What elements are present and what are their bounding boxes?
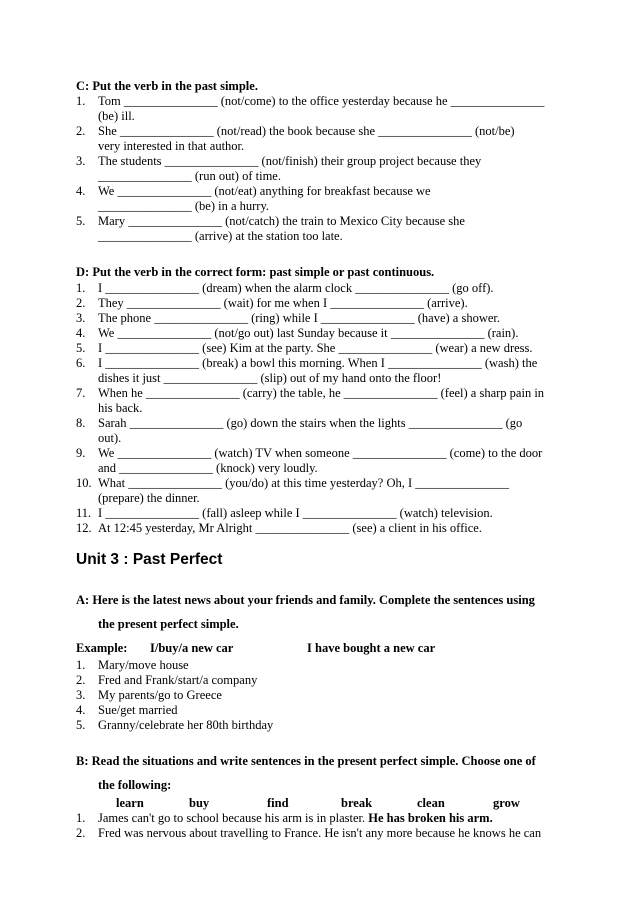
item-number: 6. [76,356,86,370]
item-line-2: dishes it just _______________ (slip) out of my hand onto the floor! [98,371,442,385]
item-number: 9. [76,446,86,460]
word-choice: break [341,796,373,810]
item-line-1: I _______________ (break) a bowl this morning. When I _______________ (wash) the [98,356,538,370]
item-line-1: She _______________ (not/read) the book because she _______________ (not/be) [98,124,515,138]
item-number: 3. [76,154,86,168]
item-line-1: The students _______________ (not/finish) their group project because they [98,154,482,168]
item-line-2: and _______________ (knock) very loudly. [98,461,318,475]
word-choice: buy [189,796,210,810]
item-line-1: Tom _______________ (not/come) to the office yesterday because he _______________ [98,94,545,108]
example-prompt: I/buy/a new car [150,641,234,655]
item-line-1: What _______________ (you/do) at this time yesterday? Oh, I _______________ [98,476,510,490]
item-number: 7. [76,386,86,400]
item-number: 3. [76,688,86,702]
word-choice: grow [493,796,520,810]
item-line-2: his back. [98,401,143,415]
section-b-heading-cont: the following: [98,778,172,792]
item-situation: James can't go to school because his arm is in plaster. [98,811,369,825]
item-line-1: Sarah _______________ (go) down the stairs when the lights _______________ (go [98,416,523,430]
section-a-heading: A: Here is the latest news about your friends and family. Complete the sentences using [76,593,535,607]
item-line-2: _______________ (run out) of time. [98,169,281,183]
item-text: Fred was nervous about travelling to France. He isn't any more because he knows he can [98,826,542,840]
item-number: 1. [76,811,86,825]
word-choice: learn [116,796,144,810]
item-number: 2. [76,124,86,138]
section-d-heading: D: Put the verb in the correct form: past simple or past continuous. [76,265,435,279]
item-line-1: They _______________ (wait) for me when I _______________ (arrive). [98,296,468,310]
item-line-1: I _______________ (see) Kim at the party. She _______________ (wear) a new dress. [98,341,533,355]
item-number: 4. [76,184,86,198]
item-line-1: At 12:45 yesterday, Mr Alright _______________ (see) a client in his office. [98,521,482,535]
item-line-1: We _______________ (not/go out) last Sunday because it _______________ (rain). [98,326,519,340]
item-number: 5. [76,718,86,732]
item-number: 5. [76,214,86,228]
section-a-heading-cont: the present perfect simple. [98,617,239,631]
item-number: 3. [76,311,86,325]
item-text: Fred and Frank/start/a company [98,673,258,687]
unit-title: Unit 3 : Past Perfect [76,551,223,568]
item-number: 12. [76,521,92,535]
item-line-2: out). [98,431,122,445]
example-answer: I have bought a new car [307,641,436,655]
item-line-2: (prepare) the dinner. [98,491,200,505]
item-number: 5. [76,341,86,355]
item-text [98,811,566,826]
item-number: 4. [76,703,86,717]
item-line-2: _______________ (arrive) at the station too late. [98,229,343,243]
item-number: 2. [76,296,86,310]
item-line-2: (be) ill. [98,109,135,123]
item-answer: He has broken his arm. [368,811,493,825]
item-line-1: Mary _______________ (not/catch) the train to Mexico City because she [98,214,465,228]
word-choice: find [267,796,289,810]
item-number: 1. [76,658,86,672]
item-number: 2. [76,673,86,687]
section-c-heading: C: Put the verb in the past simple. [76,79,258,93]
word-choice: clean [417,796,445,810]
item-text: Sue/get married [98,703,178,717]
item-line-1: We _______________ (watch) TV when someone _______________ (come) to the door [98,446,543,460]
item-line-1: We _______________ (not/eat) anything for breakfast because we [98,184,431,198]
item-number: 1. [76,281,86,295]
item-line-2: very interested in that author. [98,139,245,153]
item-line-1: I _______________ (fall) asleep while I _______________ (watch) television. [98,506,493,520]
item-text: My parents/go to Greece [98,688,222,702]
item-line-1: I _______________ (dream) when the alarm clock _______________ (go off). [98,281,494,295]
item-number: 2. [76,826,86,840]
section-b-heading: B: Read the situations and write sentences in the present perfect simple. Choose one of [76,754,536,768]
item-number: 1. [76,94,86,108]
item-text: Granny/celebrate her 80th birthday [98,718,274,732]
item-text: Mary/move house [98,658,189,672]
item-number: 8. [76,416,86,430]
item-line-1: When he _______________ (carry) the table, he _______________ (feel) a sharp pain in [98,386,545,400]
item-number: 4. [76,326,86,340]
item-line-1: The phone _______________ (ring) while I _______________ (have) a shower. [98,311,501,325]
item-line-2: _______________ (be) in a hurry. [98,199,270,213]
example-label: Example: [76,641,128,655]
item-number: 11. [76,506,92,520]
item-number: 10. [76,476,92,490]
